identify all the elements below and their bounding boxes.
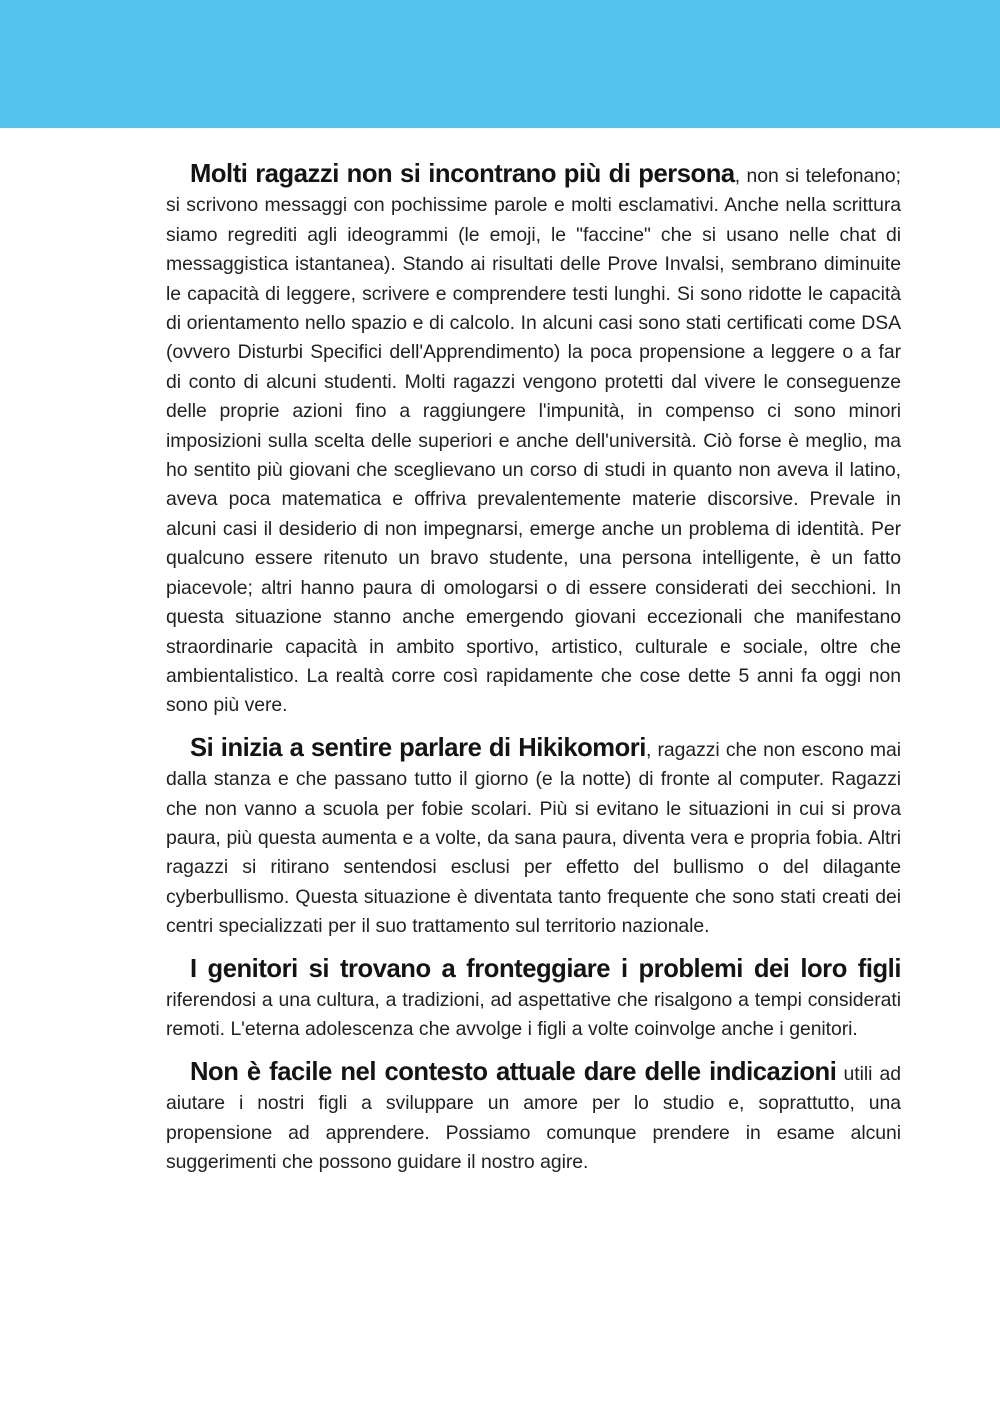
- paragraph-4: [166, 1058, 901, 1178]
- paragraph-3: [166, 955, 901, 1045]
- paragraph-4-body: utili ad aiutare i nostri figli a sviluppare un amore per lo studio e, soprattutto, una propensione ad apprendere. Possiamo comunque prendere in esame alcuni suggerimenti che possono guidare il nostro agire.: [166, 1062, 902, 1173]
- paragraph-2-body: , ragazzi che non escono mai dalla stanza e che passano tutto il giorno (e la notte) di fronte al computer. Ragazzi che non vanno a scuola per fobie scolari. Più si evitano le situazioni in cui si prova paura, più questa aumenta e a volte, da sana paura, diventa vera e propria fobia. Altri ragazzi si ritirano sentendosi esclusi per effetto del bullismo o del dilagante cyberbullismo. Questa situazione è diventata tanto frequente che sono stati creati dei centri specializzati per il suo trattamento sul territorio nazionale.: [166, 738, 902, 938]
- paragraph-1-body: , non si telefonano; si scrivono messaggi con pochissime parole e molti esclamativi. Anche nella scrittura siamo regrediti agli ideogrammi (le emoji, le "faccine" che si usano nelle chat di messaggistica istantanea). Stando ai risultati delle Prove Invalsi, sembrano diminuite le capacità di leggere, scrivere e comprendere testi lunghi. Si sono ridotte le capacità di orientamento nello spazio e di calcolo. In alcuni casi sono stati certificati come DSA (ovvero Disturbi Specifici dell'Apprendimento) la poca propensione a leggere o a far di conto di alcuni studenti. Molti ragazzi vengono protetti dal vivere le conseguenze delle proprie azioni fino a raggiungere l'impunità, in compenso ci sono minori imposizioni sulla scelta delle superiori e anche dell'università. Ciò forse è meglio, ma ho sentito più giovani che sceglievano un corso di studi in quanto non aveva il latino, aveva poca matematica e offriva prevalentemente materie discorsive. Prevale in alcuni casi il desiderio di non impegnarsi, emerge anche un problema di identità. Per qualcuno essere ritenuto un bravo studente, una persona intelligente, è un fatto piacevole; altri hanno paura di omologarsi o di essere considerati dei secchioni. In questa situazione stanno anche emergendo giovani eccezionali che manifestano straordinarie capacità in ambito sportivo, artistico, culturale e sociale, oltre che ambientalistico. La realtà corre così rapidamente che cose dette 5 anni fa oggi non sono più vere.: [166, 165, 901, 717]
- paragraph-1-lead-in: Molti ragazzi non si incontrano più di persona: [190, 160, 735, 188]
- paragraph-2: [166, 734, 901, 942]
- text-column: [166, 160, 901, 1177]
- paragraph-1: [166, 160, 901, 721]
- header-color-band: [0, 0, 1000, 128]
- paragraph-3-lead-in: I genitori si trovano a fronteggiare i problemi dei loro figli: [190, 954, 901, 983]
- paragraph-2-lead-in: Si inizia a sentire parlare di Hikikomori: [190, 733, 646, 762]
- paragraph-4-lead-in: Non è facile nel contesto attuale dare delle indicazioni: [190, 1057, 837, 1086]
- paragraph-3-body: riferendosi a una cultura, a tradizioni, ad aspettative che risalgono a tempi considerati remoti. L'eterna adolescenza che avvolge i figli a volte coinvolge anche i genitori.: [166, 988, 901, 1041]
